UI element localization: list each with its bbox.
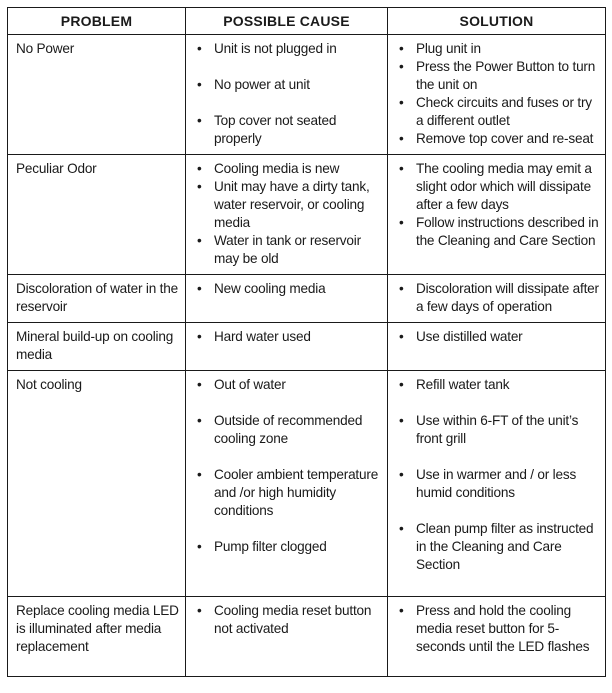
cause-cell [186, 275, 388, 323]
solution-list [396, 280, 599, 316]
cause-item: • Cooling media is new [194, 160, 381, 178]
cause-item: • Out of water [194, 376, 381, 394]
solution-list [396, 160, 599, 250]
solution-item: • Check circuits and fuses or try a different outlet [396, 94, 599, 130]
solution-item: • Press the Power Button to turn the unit on [396, 58, 599, 94]
problem-cell: Discoloration of water in the reservoir [8, 275, 186, 323]
solution-cell [388, 371, 606, 597]
cause-item: • Unit is not plugged in [194, 40, 381, 58]
solution-item: • Discoloration will dissipate after a few days of operation [396, 280, 599, 316]
cause-item: • Cooler ambient temperature and /or high humidity conditions [194, 466, 381, 520]
solution-cell [388, 323, 606, 371]
cause-item: • Cooling media reset button not activated [194, 602, 381, 638]
solution-item: • Remove top cover and re-seat [396, 130, 599, 148]
solution-item: • Clean pump filter as instructed in the Cleaning and Care Section [396, 520, 599, 574]
header-problem: PROBLEM [8, 8, 186, 35]
table-row [8, 35, 606, 155]
solution-list [396, 602, 599, 656]
cause-item: • No power at unit [194, 76, 381, 94]
solution-item: • Refill water tank [396, 376, 599, 394]
cause-list [194, 328, 381, 346]
problem-cell: Mineral build-up on cooling media [8, 323, 186, 371]
cause-item: • Pump filter clogged [194, 538, 381, 556]
table-row [8, 371, 606, 597]
solution-item: • Use within 6-FT of the unit’s front grill [396, 412, 599, 448]
cause-cell [186, 371, 388, 597]
solution-item: • Press and hold the cooling media reset button for 5-seconds until the LED flashes [396, 602, 599, 656]
solution-item: • The cooling media may emit a slight odor which will dissipate after a few days [396, 160, 599, 214]
cause-item: • Top cover not seated properly [194, 112, 381, 148]
solution-cell [388, 35, 606, 155]
table-body [8, 35, 606, 677]
solution-item: • Plug unit in [396, 40, 599, 58]
table-row [8, 323, 606, 371]
table-row [8, 155, 606, 275]
problem-cell: Peculiar Odor [8, 155, 186, 275]
cause-list [194, 376, 381, 556]
solution-item: • Use distilled water [396, 328, 599, 346]
cause-list [194, 280, 381, 298]
header-possible-cause: POSSIBLE CAUSE [186, 8, 388, 35]
cause-item: • Outside of recommended cooling zone [194, 412, 381, 448]
table-row [8, 275, 606, 323]
cause-item: • Hard water used [194, 328, 381, 346]
troubleshooting-table [7, 7, 606, 677]
table-row [8, 597, 606, 677]
problem-cell: Not cooling [8, 371, 186, 597]
cause-item: • New cooling media [194, 280, 381, 298]
solution-list [396, 328, 599, 346]
cause-list [194, 40, 381, 148]
cause-cell [186, 35, 388, 155]
solution-cell [388, 597, 606, 677]
cause-cell [186, 155, 388, 275]
cause-cell [186, 323, 388, 371]
solution-cell [388, 155, 606, 275]
header-solution: SOLUTION [388, 8, 606, 35]
cause-cell [186, 597, 388, 677]
cause-item: • Unit may have a dirty tank, water reservoir, or cooling media [194, 178, 381, 232]
solution-cell [388, 275, 606, 323]
troubleshooting-table-wrapper [7, 7, 606, 677]
solution-item: • Use in warmer and / or less humid conditions [396, 466, 599, 502]
solution-item: • Follow instructions described in the Cleaning and Care Section [396, 214, 599, 250]
problem-cell: Replace cooling media LED is illuminated after media replacement [8, 597, 186, 677]
cause-list [194, 160, 381, 268]
solution-list [396, 40, 599, 148]
problem-cell: No Power [8, 35, 186, 155]
cause-list [194, 602, 381, 638]
solution-list [396, 376, 599, 574]
cause-item: • Water in tank or reservoir may be old [194, 232, 381, 268]
table-header-row [8, 8, 606, 35]
